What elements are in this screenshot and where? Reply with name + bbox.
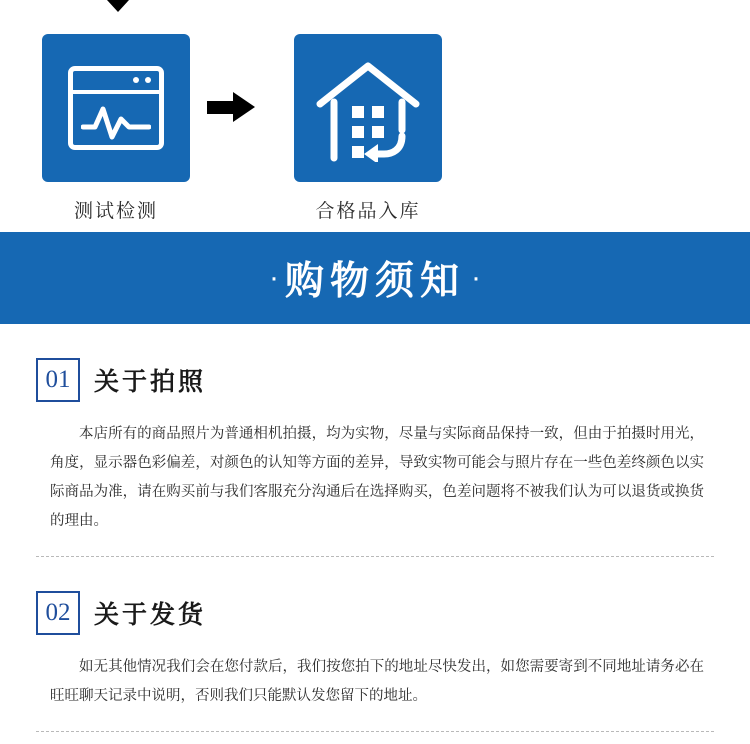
monitor-titlebar <box>73 71 159 94</box>
notice-section-shipping-header <box>36 591 714 635</box>
arrow-right-head <box>233 92 255 122</box>
arrow-right-shaft <box>207 101 235 114</box>
notice-section-shipping-title: 关于发货 <box>94 601 207 629</box>
flow-step-stock-box <box>294 34 442 182</box>
monitor-dot-icon <box>145 77 151 83</box>
flow-step-stock-label: 合格品入库 <box>315 201 421 222</box>
monitor-dot-icon <box>133 77 139 83</box>
notice-content <box>0 324 750 732</box>
notice-section-photo-title: 关于拍照 <box>94 368 207 396</box>
warehouse-return-icon <box>314 58 422 162</box>
shopping-notice-banner <box>0 232 750 324</box>
section-divider <box>36 731 714 732</box>
banner-title: 购物须知 <box>284 260 465 303</box>
notice-section-photo-header <box>36 358 714 402</box>
banner-dot-left: · <box>268 261 279 294</box>
banner-dot-right: · <box>471 261 481 294</box>
process-flow <box>0 0 750 232</box>
notice-section-photo <box>36 324 714 557</box>
flow-step-test-box <box>42 34 190 182</box>
arrow-down-icon <box>96 0 140 12</box>
flow-step-test-label: 测试检测 <box>73 201 158 222</box>
notice-section-photo-body: 本店所有的商品照片为普通相机拍摄，均为实物，尽量与实际商品保持一致，但由于拍摄时用光，角度，显示器色彩偏差，对颜色的认知等方面的差异，导致实物可能会与照片存在一些色差终颜色以实际商品为准，请在购买前与我们客服充分沟通后在选择购买，色差问题将不被我们认为可以退货或换货的理由。 <box>50 426 704 529</box>
notice-section-photo-number: 01 <box>36 358 80 402</box>
monitor-waveform-icon <box>68 66 164 150</box>
notice-section-shipping-number: 02 <box>36 591 80 635</box>
flow-step-stock <box>294 34 442 223</box>
notice-section-shipping-body: 如无其他情况我们会在您付款后，我们按您拍下的地址尽快发出，如您需要寄到不同地址请务必在旺旺聊天记录中说明，否则我们只能默认发您留下的地址。 <box>50 659 704 704</box>
flow-step-test <box>42 34 190 223</box>
waveform-icon <box>81 97 151 141</box>
notice-section-shipping <box>36 557 714 732</box>
arrow-right-icon <box>207 92 255 122</box>
